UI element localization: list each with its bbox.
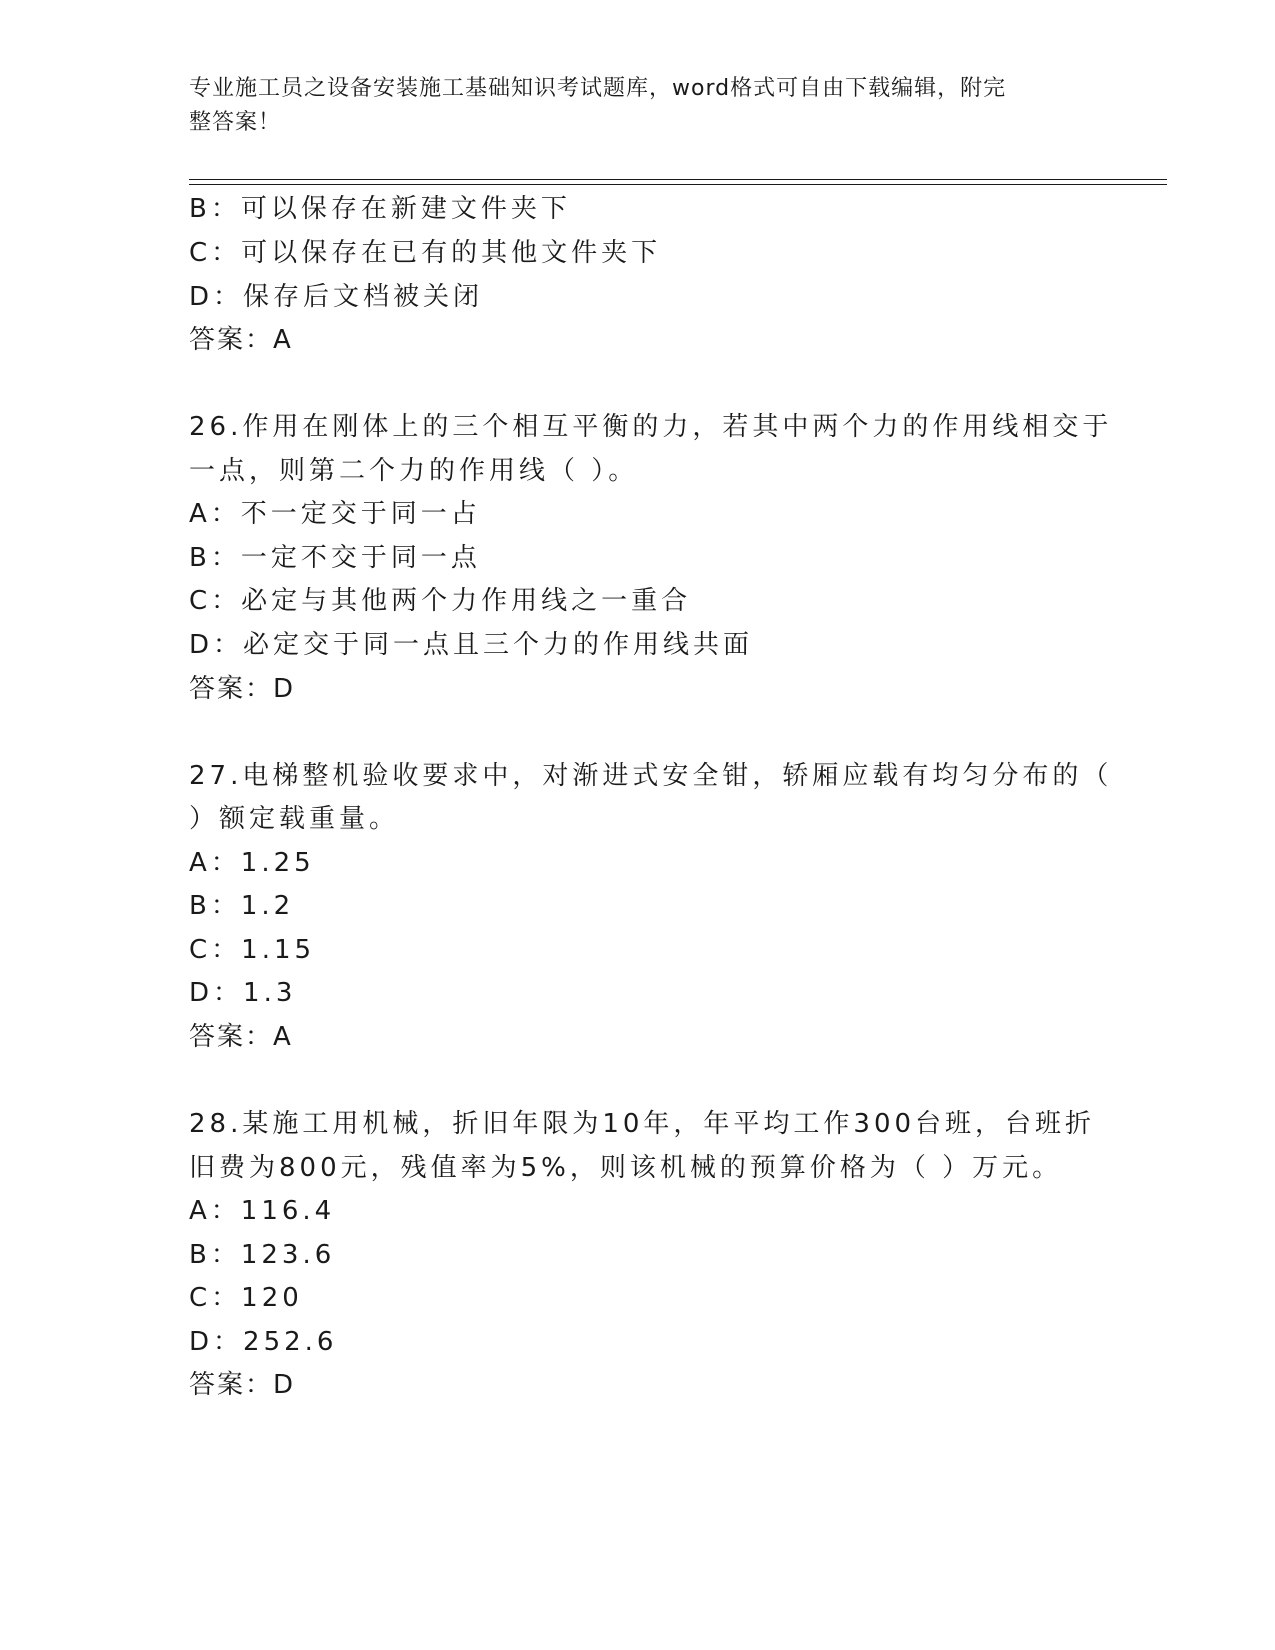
option-a: A：116.4: [189, 1196, 336, 1226]
option-d: D：252.6: [189, 1327, 338, 1357]
header-divider-top: [189, 179, 1167, 180]
question-27-stem-line-2: ）额定载重量。: [189, 804, 400, 834]
header-line-2: 整答案！: [189, 110, 282, 135]
option-d: D：保存后文档被关闭: [189, 282, 484, 312]
option-c: C：1.15: [189, 935, 316, 965]
option-b: B：123.6: [189, 1240, 336, 1270]
option-b: B：可以保存在新建文件夹下: [189, 194, 571, 224]
answer-line: 答案：D: [189, 674, 296, 704]
answer-line: 答案：A: [189, 325, 293, 355]
option-c: C：必定与其他两个力作用线之一重合: [189, 586, 692, 616]
option-b: B：一定不交于同一点: [189, 543, 481, 573]
option-a: A：1.25: [189, 848, 315, 878]
option-a: A：不一定交于同一占: [189, 499, 481, 529]
option-c: C：120: [189, 1283, 303, 1313]
question-26-stem-line-1: 26.作用在刚体上的三个相互平衡的力，若其中两个力的作用线相交于: [189, 412, 1113, 442]
document-header: [189, 72, 1069, 140]
option-c: C：可以保存在已有的其他文件夹下: [189, 238, 662, 268]
option-b: B：1.2: [189, 891, 295, 921]
question-28-stem-line-2: 旧费为800元，残值率为5%，则该机械的预算价格为（ ）万元。: [189, 1153, 1063, 1183]
question-28-stem-line-1: 28.某施工用机械，折旧年限为10年，年平均工作300台班，台班折: [189, 1109, 1096, 1139]
header-divider-bottom: [189, 184, 1167, 185]
question-27-stem-line-1: 27.电梯整机验收要求中，对渐进式安全钳，轿厢应载有均匀分布的（: [189, 761, 1113, 791]
answer-line: 答案：D: [189, 1370, 296, 1400]
answer-line: 答案：A: [189, 1022, 293, 1052]
header-line-1: 专业施工员之设备安装施工基础知识考试题库，word格式可自由下载编辑，附完: [189, 76, 1007, 101]
option-d: D：必定交于同一点且三个力的作用线共面: [189, 630, 754, 660]
question-26-stem-line-2: 一点，则第二个力的作用线（ ）。: [189, 456, 639, 486]
option-d: D：1.3: [189, 978, 297, 1008]
